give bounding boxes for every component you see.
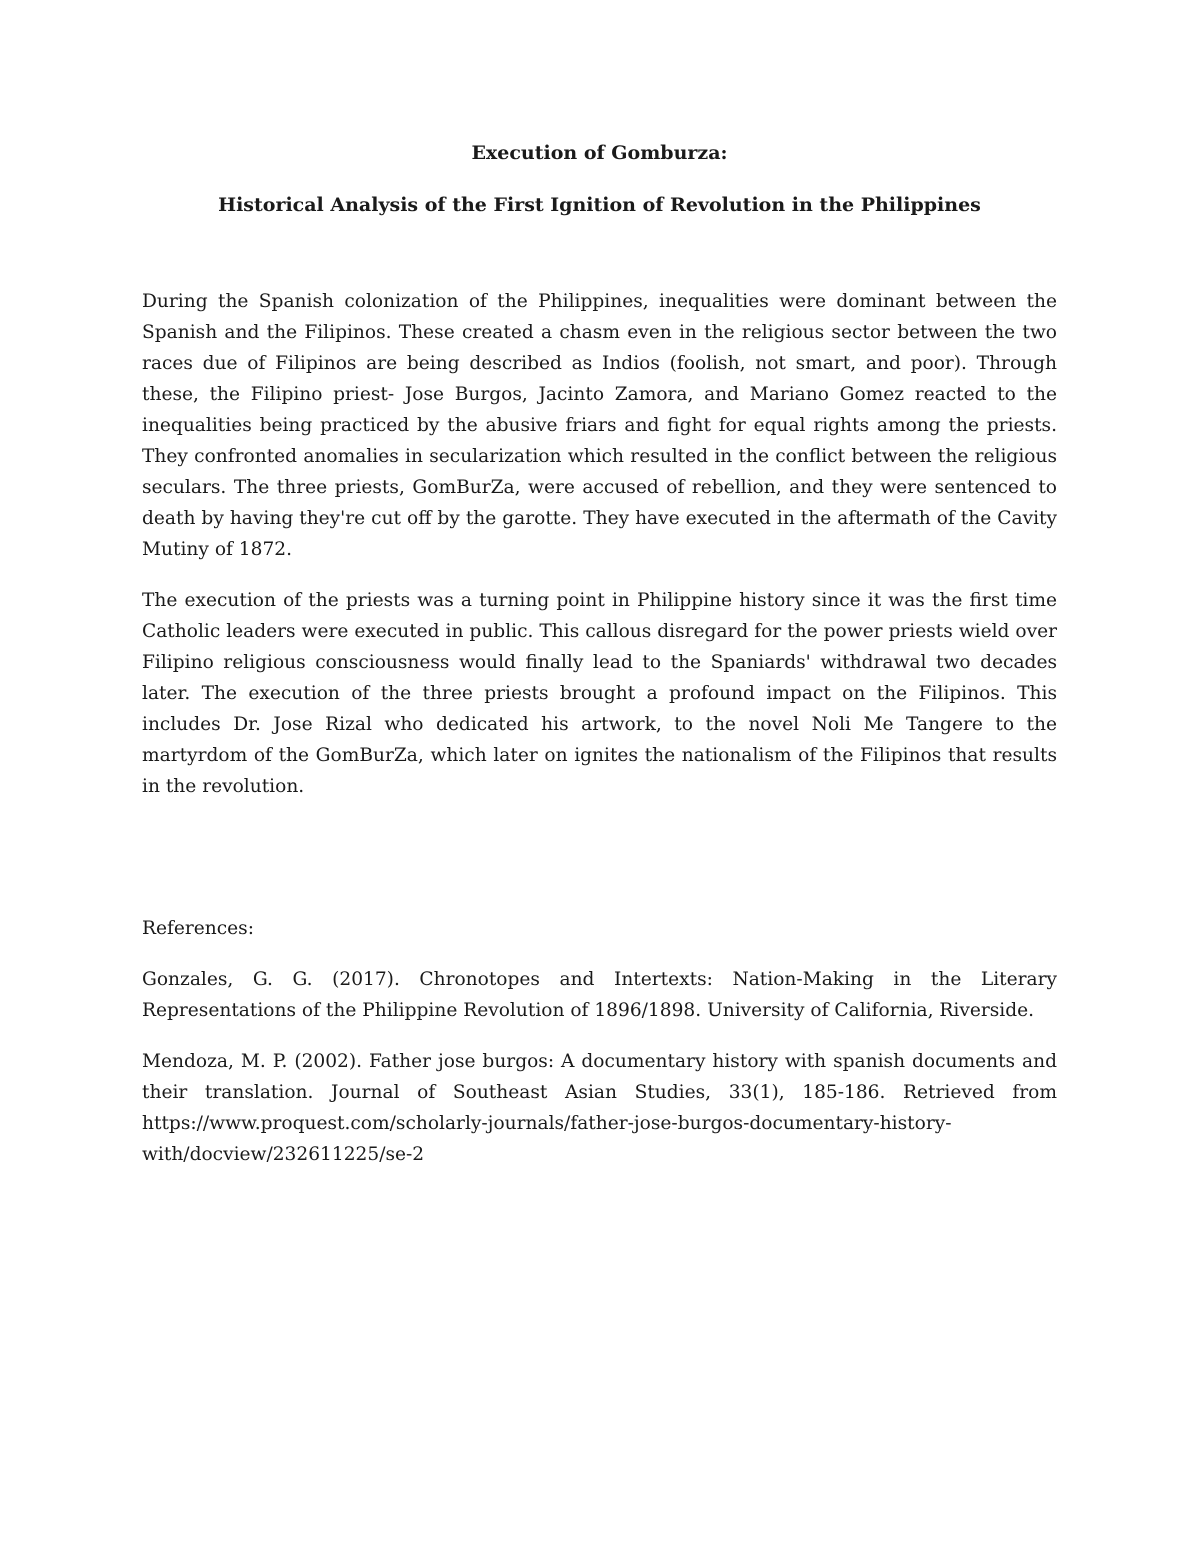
document-title: Execution of Gomburza: [471, 142, 728, 164]
references-heading: References: [142, 918, 254, 939]
body-paragraph-1: During the Spanish colonization of the Philippines, inequalities were dominant between the Spanish and the Filipinos. These created a chasm even in the religious sector between the two races due of Filipinos are being described as Indios (foolish, not smart, and poor). Through these, the Filipino priest- Jose Burgos, Jacinto Zamora, and Mariano Gomez reacted to the inequalities being practiced by the abusive friars and fight for equal rights among the priests. They confronted anomalies in secularization which resulted in the conflict between the religious seculars. The three priests, GomBurZa, were accused of rebellion, and they were sentenced to death by having they're cut off by the garotte. They have executed in the aftermath of the Cavity Mutiny of 1872. [142, 291, 1057, 560]
reference-item-2: Mendoza, M. P. (2002). Father jose burgos: A documentary history with spanish documents and their translation. Journal of Southeast Asian Studies, 33(1), 185-186. Retrieved from https://www.proquest.com/scholarly-journals/father-jose-burgos-documentary-history-with/docview/232611225/se-2 [142, 1051, 1057, 1165]
reference-item-1: Gonzales, G. G. (2017). Chronotopes and Intertexts: Nation-Making in the Literary Representations of the Philippine Revolution of 1896/1898. University of California, Riverside. [142, 969, 1057, 1021]
document-content [142, 138, 1057, 1170]
body-paragraph-2: The execution of the priests was a turning point in Philippine history since it was the first time Catholic leaders were executed in public. This callous disregard for the power priests wield over Filipino religious consciousness would finally lead to the Spaniards' withdrawal two decades later. The execution of the three priests brought a profound impact on the Filipinos. This includes Dr. Jose Rizal who dedicated his artwork, to the novel Noli Me Tangere to the martyrdom of the GomBurZa, which later on ignites the nationalism of the Filipinos that results in the revolution. [142, 590, 1057, 797]
document-subtitle: Historical Analysis of the First Ignition of Revolution in the Philippines [218, 194, 981, 216]
